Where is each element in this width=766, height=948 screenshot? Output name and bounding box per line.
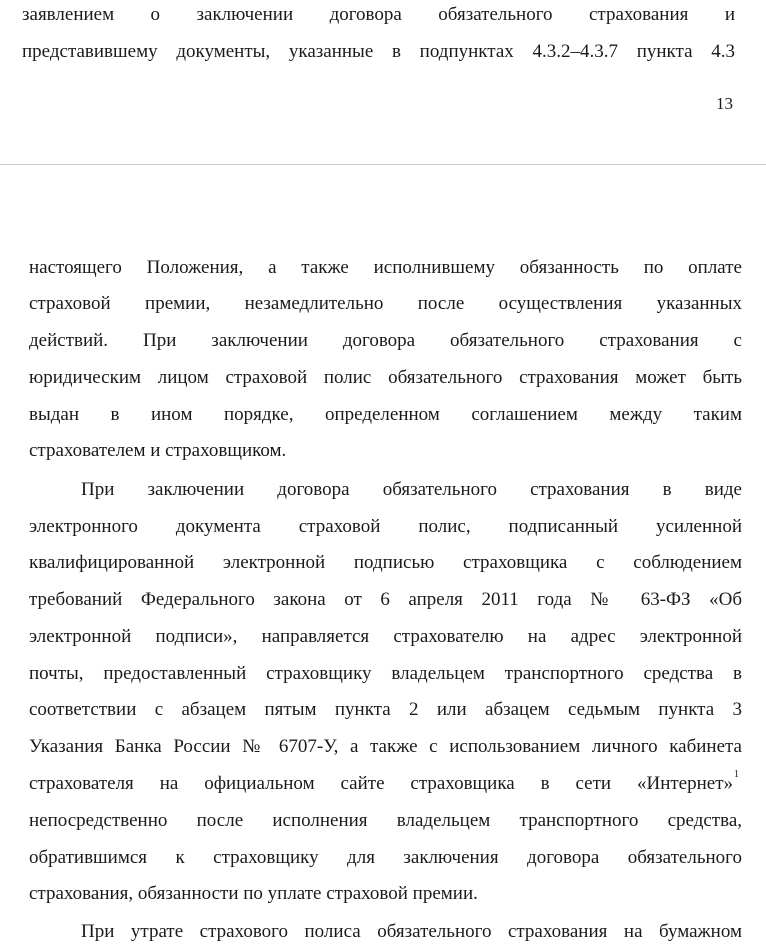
footnote-mark: 1 (734, 769, 739, 780)
previous-page-fragment (0, 0, 766, 164)
text-line: Указания Банка России № 6707-У, а также с использованием личного кабинета (29, 736, 742, 757)
text-line: непосредственно после исполнения владельцем транспортного средства, (29, 810, 742, 831)
text-line: юридическим лицом страховой полис обязательного страхования может быть (29, 367, 742, 388)
text-line: страхователем и страховщиком. (29, 440, 287, 461)
text-line: электронной подписи», направляется страхователю на адрес электронной (29, 626, 742, 647)
text-line: квалифицированной электронной подписью страховщика с соблюдением (29, 552, 742, 573)
text-line: настоящего Положения, а также исполнившему обязанность по оплате (29, 257, 742, 278)
text-line: представившему документы, указанные в подпунктах 4.3.2–4.3.7 пункта 4.3 (22, 41, 735, 62)
text-line: При утрате страхового полиса обязательного страхования на бумажном (81, 921, 742, 942)
text-line: страхования, обязанности по уплате страховой премии. (29, 883, 478, 904)
page-break-divider (0, 164, 766, 165)
text-line: действий. При заключении договора обязательного страхования с (29, 330, 742, 351)
text-line: При заключении договора обязательного страхования в виде (81, 479, 742, 500)
text-line: соответствии с абзацем пятым пункта 2 или абзацем седьмым пункта 3 (29, 699, 742, 720)
text-line: заявлением о заключении договора обязательного страхования и (22, 4, 735, 25)
text-line: страхователя на официальном сайте страховщика в сети «Интернет» (29, 773, 733, 794)
current-page (0, 166, 766, 948)
text-line: страховой премии, незамедлительно после осуществления указанных (29, 293, 742, 314)
text-line-with-footnote (29, 772, 733, 796)
text-line: почты, предоставленный страховщику владельцем транспортного средства в (29, 663, 742, 684)
text-line: электронного документа страховой полис, подписанный усиленной (29, 516, 742, 537)
text-line: требований Федерального закона от 6 апреля 2011 года № 63-ФЗ «Об (29, 589, 742, 610)
text-line: обратившимся к страховщику для заключения договора обязательного (29, 847, 742, 868)
text-line: выдан в ином порядке, определенном соглашением между таким (29, 404, 742, 425)
page-number: 13 (716, 94, 733, 113)
